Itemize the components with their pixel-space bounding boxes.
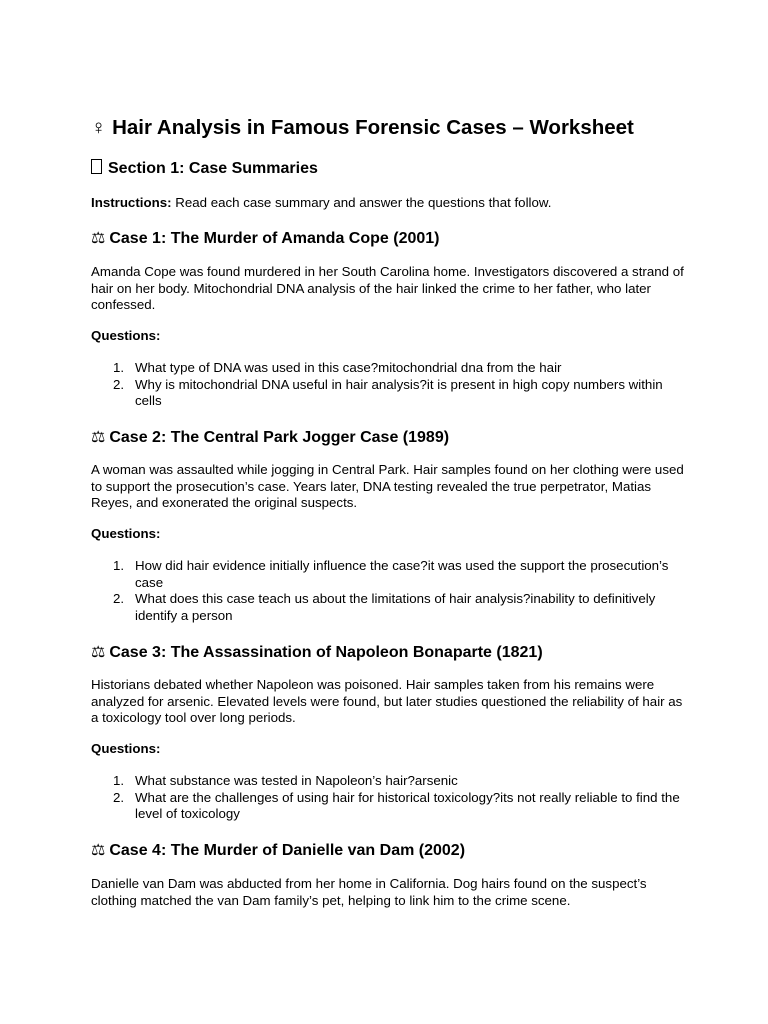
case-heading-text: Case 4: The Murder of Danielle van Dam (2002) — [109, 842, 466, 859]
question-item — [113, 377, 683, 410]
box-icon — [91, 159, 102, 174]
question-item — [113, 773, 683, 790]
case-summary: Historians debated whether Napoleon was poisoned. Hair samples taken from his remains were analyzed for arsenic. Elevated levels were found, but later studies questioned the reliability of hair as a toxicology tool over long periods. — [91, 677, 683, 725]
instructions — [91, 195, 551, 212]
page-title: ♀ Hair Analysis in Famous Forensic Cases – Worksheet — [91, 116, 634, 139]
case-heading — [91, 428, 691, 448]
section-heading — [91, 159, 318, 178]
case-1 — [91, 229, 691, 408]
case-3 — [91, 643, 691, 821]
question-text: What substance was tested in Napoleon’s hair?arsenic — [135, 773, 458, 788]
case-heading — [91, 643, 691, 663]
questions-list — [113, 360, 683, 410]
case-4 — [91, 841, 691, 908]
case-2 — [91, 428, 691, 623]
case-summary: Danielle van Dam was abducted from her home in California. Dog hairs found on the suspect’s clothing matched the van Dam family’s pet, helping to link him to the crime scene. — [91, 876, 647, 908]
scale-icon: ⚖ — [91, 842, 106, 859]
questions-label: Questions: — [91, 741, 161, 756]
scale-icon: ⚖ — [91, 230, 106, 247]
question-item — [113, 591, 683, 624]
case-summary: Amanda Cope was found murdered in her South Carolina home. Investigators discovered a strand of hair on her body. Mitochondrial DNA analysis of the hair linked the crime to her father, who later confessed. — [91, 264, 684, 312]
scale-icon: ⚖ — [91, 644, 106, 661]
question-text: What type of DNA was used in this case?mitochondrial dna from the hair — [135, 360, 562, 375]
question-item — [113, 790, 683, 823]
question-item — [113, 558, 683, 591]
question-number: 2. — [113, 376, 125, 392]
question-text: Why is mitochondrial DNA useful in hair analysis?it is present in high copy numbers within cells — [135, 376, 663, 408]
case-heading-text: Case 1: The Murder of Amanda Cope (2001) — [109, 230, 440, 247]
scale-icon: ⚖ — [91, 429, 106, 446]
questions-label: Questions: — [91, 328, 161, 343]
case-heading-text: Case 3: The Assassination of Napoleon Bonaparte (1821) — [109, 644, 543, 661]
case-heading — [91, 841, 691, 861]
question-number: 1. — [113, 360, 125, 375]
question-number: 2. — [113, 789, 125, 805]
question-number: 2. — [113, 591, 125, 606]
case-heading-text: Case 2: The Central Park Jogger Case (1989) — [109, 429, 450, 446]
questions-label: Questions: — [91, 526, 161, 541]
questions-list — [113, 558, 683, 624]
questions-list — [113, 773, 683, 823]
question-text: What does this case teach us about the limitations of hair analysis?inability to definitively identify a person — [135, 591, 656, 623]
case-summary: A woman was assaulted while jogging in Central Park. Hair samples found on her clothing were used to support the prosecution’s case. Years later, DNA testing revealed the true perpetrator, Matias Reyes, and exonerated the original suspects. — [91, 462, 684, 510]
question-item — [113, 360, 683, 377]
section-heading-label: Section 1: Case Summaries — [108, 160, 318, 177]
question-number: 1. — [113, 558, 125, 573]
instructions-label: Instructions: — [91, 195, 172, 210]
question-number: 1. — [113, 773, 125, 788]
question-text: How did hair evidence initially influence the case?it was used the support the prosecution’s case — [135, 558, 669, 590]
case-heading — [91, 229, 691, 249]
instructions-text: Read each case summary and answer the questions that follow. — [171, 195, 552, 210]
question-text: What are the challenges of using hair for historical toxicology?its not really reliable to find the level of toxicology — [135, 789, 680, 821]
